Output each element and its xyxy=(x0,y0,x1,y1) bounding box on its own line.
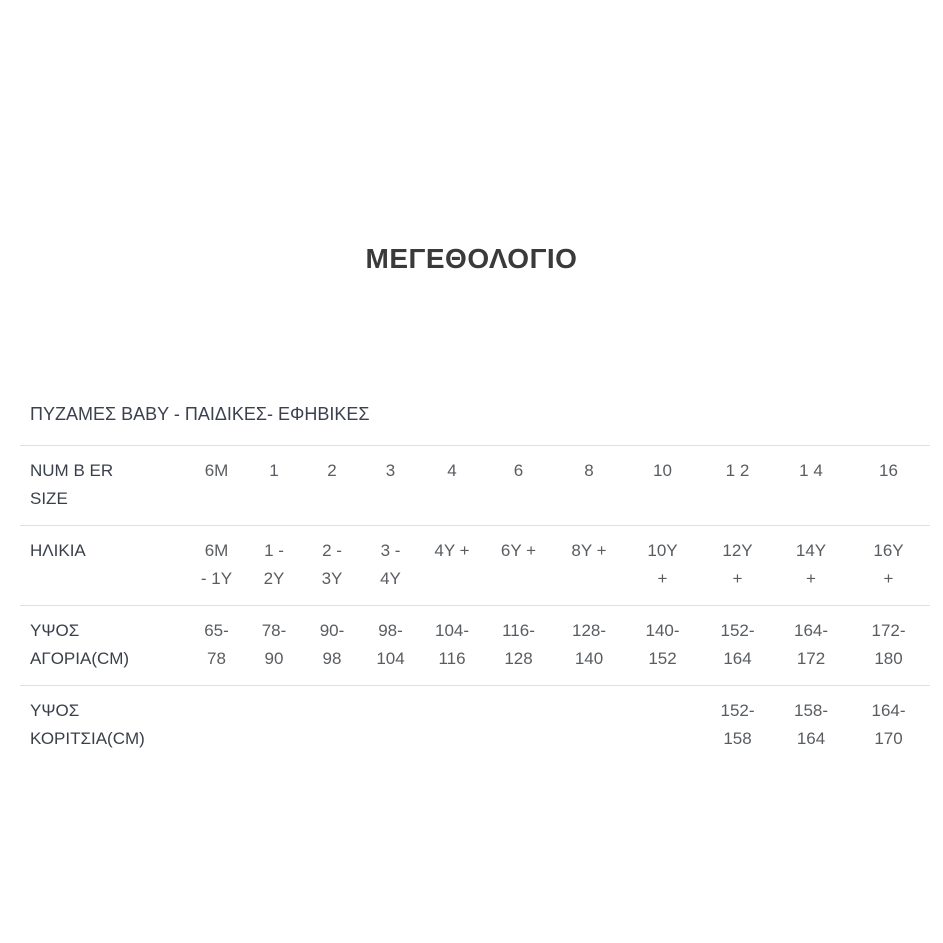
table-row-height-boys xyxy=(20,606,930,686)
table-cell: 1 - 2Y xyxy=(245,526,303,606)
size-table xyxy=(20,445,930,765)
table-cell: 1 2 xyxy=(700,446,775,526)
table-cell xyxy=(303,686,361,766)
size-guide-section xyxy=(20,403,930,765)
table-cell xyxy=(245,686,303,766)
table-cell: 8 xyxy=(553,446,625,526)
table-cell: 10 xyxy=(625,446,700,526)
table-cell: 158- 164 xyxy=(775,686,847,766)
table-cell: 78- 90 xyxy=(245,606,303,686)
table-cell xyxy=(484,686,553,766)
table-cell xyxy=(625,686,700,766)
table-cell: 16 xyxy=(847,446,930,526)
table-cell: 3 - 4Y xyxy=(361,526,420,606)
section-subtitle: ΠΥΖΑΜΕΣ BABY - ΠΑΙΔΙΚΕΣ- ΕΦΗΒΙΚΕΣ xyxy=(30,404,370,424)
table-cell: 14Y + xyxy=(775,526,847,606)
table-cell: 4Y + xyxy=(420,526,484,606)
table-cell: 152- 158 xyxy=(700,686,775,766)
row-label: NUM B ER SIZE xyxy=(20,446,188,526)
table-cell: 172- 180 xyxy=(847,606,930,686)
table-cell: 3 xyxy=(361,446,420,526)
table-cell: 4 xyxy=(420,446,484,526)
table-row-age xyxy=(20,526,930,606)
table-cell: 128- 140 xyxy=(553,606,625,686)
table-cell: 104- 116 xyxy=(420,606,484,686)
page-title: ΜΕΓΕΘΟΛΟΓΙΟ xyxy=(365,243,578,274)
table-cell: 1 xyxy=(245,446,303,526)
table-row-height-girls xyxy=(20,686,930,766)
table-cell: 164- 172 xyxy=(775,606,847,686)
table-cell: 6Y + xyxy=(484,526,553,606)
table-cell xyxy=(188,686,245,766)
table-cell: 2 - 3Y xyxy=(303,526,361,606)
table-cell: 16Y + xyxy=(847,526,930,606)
table-cell: 90- 98 xyxy=(303,606,361,686)
table-cell: 8Y + xyxy=(553,526,625,606)
table-cell: 116- 128 xyxy=(484,606,553,686)
table-cell: 152- 164 xyxy=(700,606,775,686)
table-cell: 6M xyxy=(188,446,245,526)
table-cell: 2 xyxy=(303,446,361,526)
table-row-number-size xyxy=(20,446,930,526)
table-cell: 6 xyxy=(484,446,553,526)
table-cell xyxy=(361,686,420,766)
table-cell: 6M - 1Y xyxy=(188,526,245,606)
row-label: ΥΨΟΣ ΑΓΟΡΙΑ(CM) xyxy=(20,606,188,686)
row-label: ΗΛΙΚΙΑ xyxy=(20,526,188,606)
table-cell: 98- 104 xyxy=(361,606,420,686)
table-cell: 65- 78 xyxy=(188,606,245,686)
table-cell xyxy=(420,686,484,766)
table-cell: 164- 170 xyxy=(847,686,930,766)
table-cell: 140- 152 xyxy=(625,606,700,686)
table-cell: 12Y + xyxy=(700,526,775,606)
table-cell xyxy=(553,686,625,766)
table-cell: 10Y + xyxy=(625,526,700,606)
row-label: ΥΨΟΣ ΚΟΡΙΤΣΙΑ(CM) xyxy=(20,686,188,766)
table-cell: 1 4 xyxy=(775,446,847,526)
